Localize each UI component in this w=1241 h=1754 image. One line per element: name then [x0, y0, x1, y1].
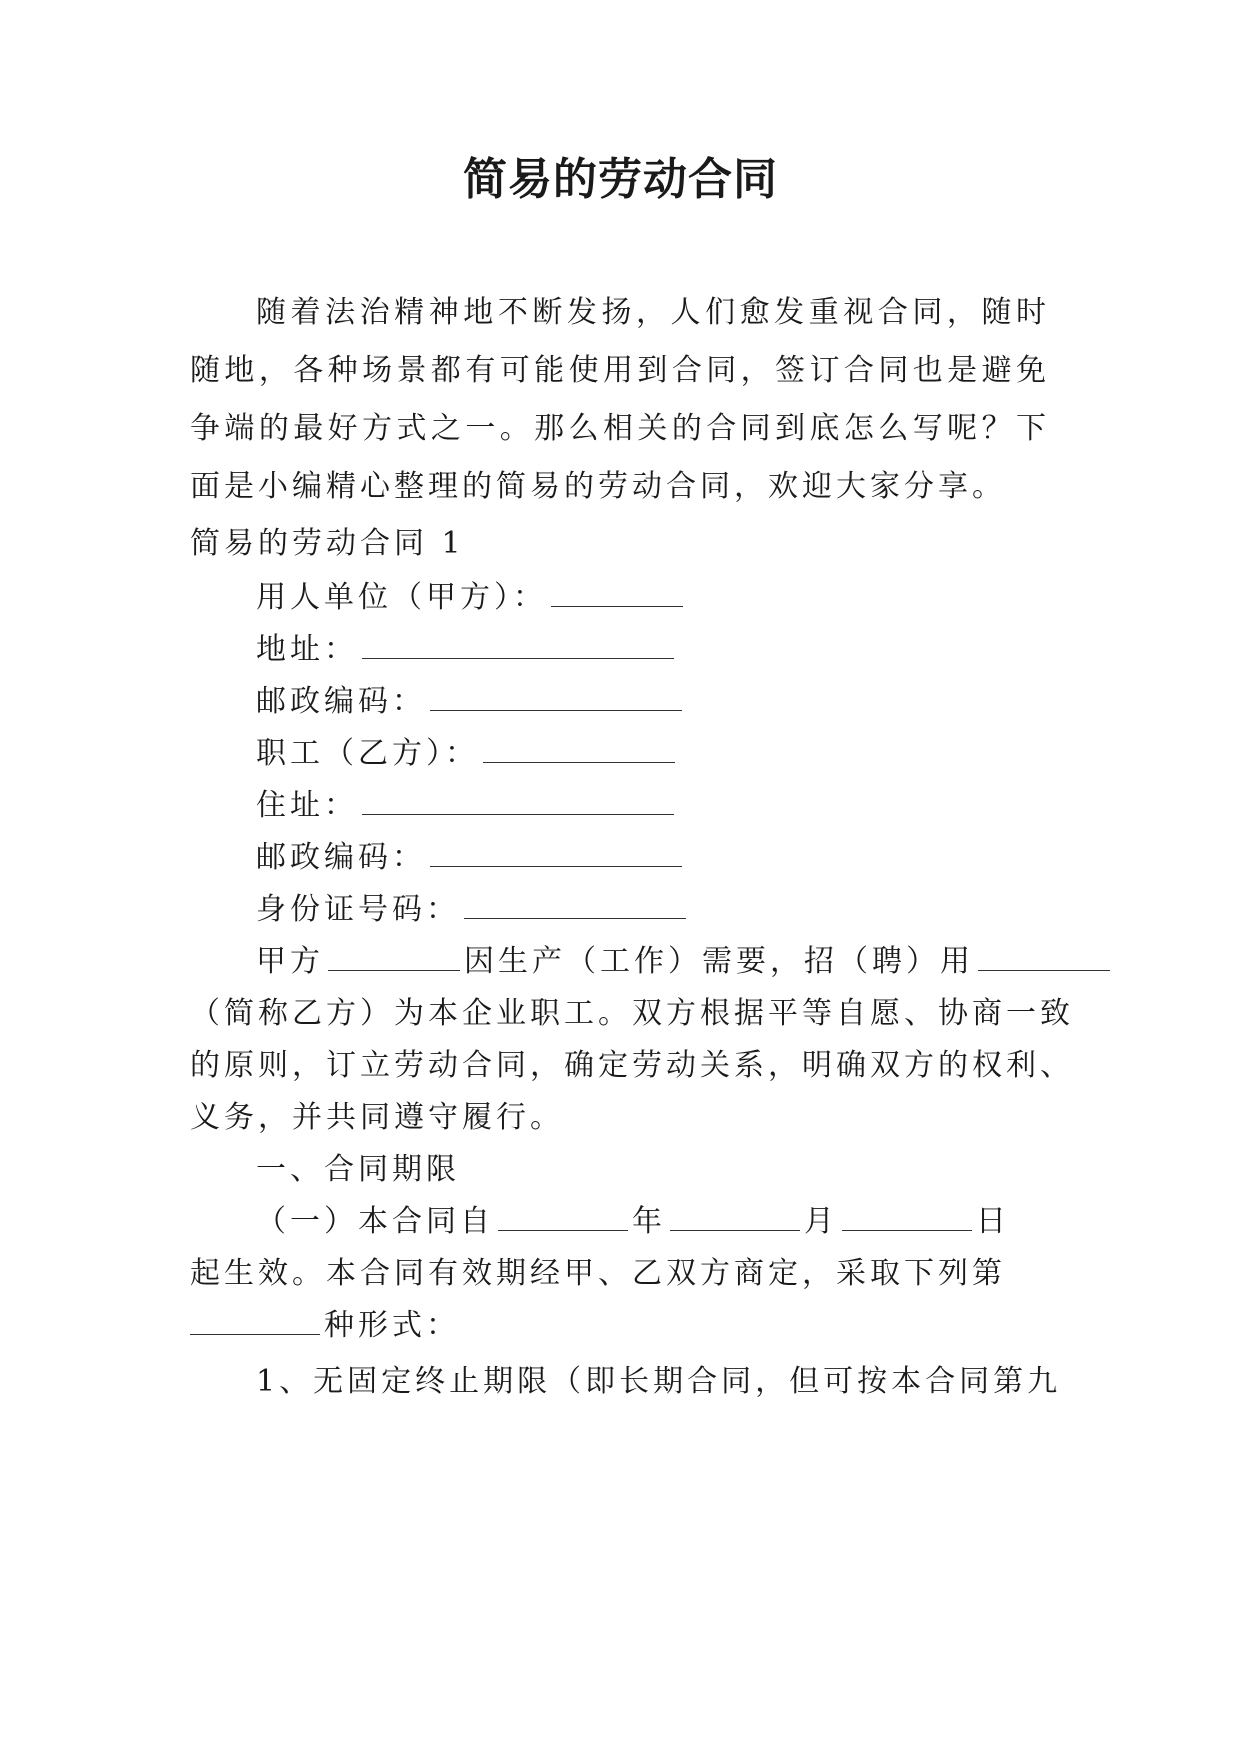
clause-1-1-line3: [190, 1306, 460, 1346]
party-b-blank[interactable]: [978, 942, 1110, 971]
intro-paragraph: 随着法治精神地不断发扬，人们愈发重视合同，随时随地，各种场景都有可能使用到合同，签订合同也是避免争端的最好方式之一。那么相关的合同到底怎么写呢？下面是小编精心整理的简易的劳动合同，欢迎大家分享。: [190, 295, 1050, 504]
postcode-employee-blank[interactable]: [430, 838, 682, 867]
field-residence-label: 住址：: [256, 788, 358, 823]
paragraph-a-line4: 义务，并共同遵守履行。: [190, 1100, 564, 1135]
start-day-blank[interactable]: [842, 1202, 972, 1231]
form-choice-blank[interactable]: [190, 1306, 320, 1335]
field-id-number: [256, 890, 686, 930]
field-employee: [256, 734, 675, 774]
field-postcode-employer-label: 邮政编码：: [256, 684, 426, 719]
field-address: [256, 630, 674, 670]
field-postcode-employer: [256, 682, 682, 722]
field-employer-label: 用人单位（甲方）：: [256, 580, 547, 615]
clause-1-1-line1: [256, 1202, 1010, 1242]
start-year-blank[interactable]: [498, 1202, 628, 1231]
clause-1-item-1: 1、无固定终止期限（即长期合同，但可按本合同第九: [256, 1364, 1062, 1399]
section-heading: 简易的劳动合同 1: [190, 526, 465, 561]
day-label: 日: [976, 1204, 1010, 1239]
paragraph-a-text: 因生产（工作）需要，招（聘）用: [464, 944, 974, 979]
field-postcode-employee: [256, 838, 682, 878]
clause-1-heading: 一、合同期限: [256, 1152, 460, 1187]
employee-blank[interactable]: [483, 734, 675, 763]
paragraph-a-line2: （简称乙方）为本企业职工。双方根据平等自愿、协商一致: [190, 996, 1074, 1031]
id-number-blank[interactable]: [464, 890, 686, 919]
field-id-number-label: 身份证号码：: [256, 892, 460, 927]
postcode-employer-blank[interactable]: [430, 682, 682, 711]
employer-blank[interactable]: [551, 578, 683, 607]
address-blank[interactable]: [362, 630, 674, 659]
document-title: 简易的劳动合同: [463, 154, 778, 205]
field-address-label: 地址：: [256, 632, 358, 667]
field-employee-label: 职工（乙方）：: [256, 736, 479, 771]
clause-1-1-text: （一）本合同自: [256, 1204, 494, 1239]
party-a-blank[interactable]: [328, 942, 460, 971]
field-employer: [256, 578, 683, 618]
paragraph-a-line1: [256, 942, 1110, 982]
clause-1-1-line3-text: 种形式：: [324, 1308, 460, 1343]
year-label: 年: [632, 1204, 666, 1239]
clause-1-1-line2: 起生效。本合同有效期经甲、乙双方商定，采取下列第: [190, 1256, 1006, 1291]
residence-blank[interactable]: [362, 786, 674, 815]
field-postcode-employee-label: 邮政编码：: [256, 840, 426, 875]
field-residence: [256, 786, 674, 826]
start-month-blank[interactable]: [670, 1202, 800, 1231]
month-label: 月: [804, 1204, 838, 1239]
paragraph-a-text: 甲方: [256, 944, 324, 979]
paragraph-a-line3: 的原则，订立劳动合同，确定劳动关系，明确双方的权利、: [190, 1048, 1074, 1083]
